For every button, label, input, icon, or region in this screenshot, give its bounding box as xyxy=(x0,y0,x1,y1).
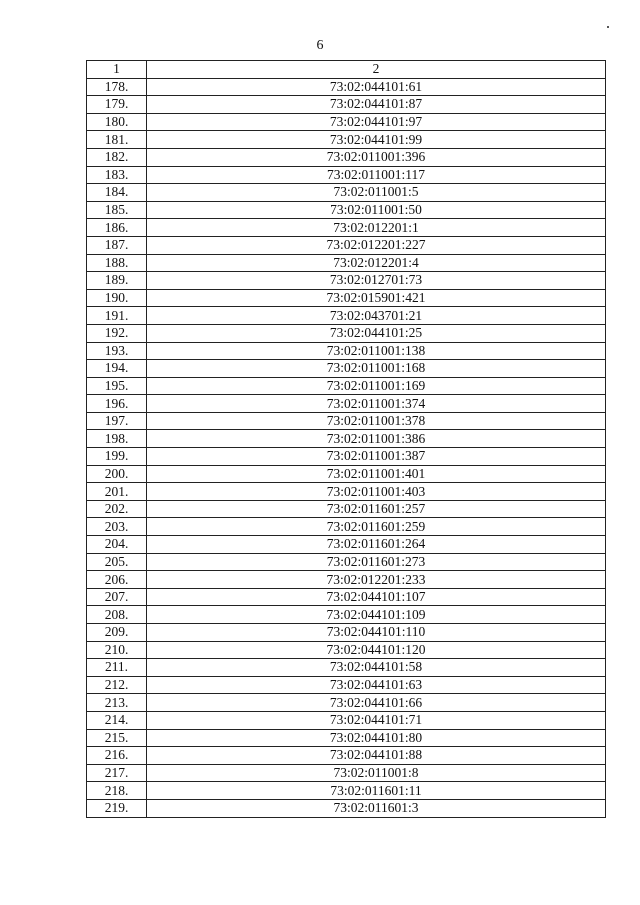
table-row xyxy=(87,78,606,96)
table-row xyxy=(87,131,606,149)
table-row xyxy=(87,201,606,219)
row-number-cell: 182. xyxy=(87,148,147,166)
row-number-cell: 202. xyxy=(87,500,147,518)
row-number-cell: 178. xyxy=(87,78,147,96)
table-row xyxy=(87,465,606,483)
cadastral-number-cell: 73:02:044101:61 xyxy=(147,78,606,96)
row-number-cell: 189. xyxy=(87,272,147,290)
row-number-cell: 204. xyxy=(87,536,147,554)
cadastral-number-cell: 73:02:044101:66 xyxy=(147,694,606,712)
cadastral-number-cell: 73:02:011601:11 xyxy=(147,782,606,800)
cadastral-number-cell: 73:02:044101:71 xyxy=(147,711,606,729)
row-number-cell: 218. xyxy=(87,782,147,800)
row-number-cell: 210. xyxy=(87,641,147,659)
table-row xyxy=(87,113,606,131)
row-number-cell: 191. xyxy=(87,307,147,325)
table-row xyxy=(87,624,606,642)
row-number-cell: 185. xyxy=(87,201,147,219)
table-row xyxy=(87,395,606,413)
row-number-cell: 213. xyxy=(87,694,147,712)
cadastral-number-cell: 73:02:044101:87 xyxy=(147,96,606,114)
cadastral-number-cell: 73:02:043701:21 xyxy=(147,307,606,325)
row-number-cell: 216. xyxy=(87,747,147,765)
table-row xyxy=(87,782,606,800)
table-row xyxy=(87,711,606,729)
table-row xyxy=(87,342,606,360)
table-header-row xyxy=(87,61,606,79)
row-number-cell: 181. xyxy=(87,131,147,149)
row-number-cell: 192. xyxy=(87,324,147,342)
cadastral-number-cell: 73:02:011001:378 xyxy=(147,412,606,430)
table-row xyxy=(87,799,606,817)
cadastral-number-cell: 73:02:011001:117 xyxy=(147,166,606,184)
cadastral-number-cell: 73:02:015901:421 xyxy=(147,289,606,307)
cadastral-number-cell: 73:02:011001:403 xyxy=(147,483,606,501)
row-number-cell: 184. xyxy=(87,184,147,202)
table-row xyxy=(87,184,606,202)
row-number-cell: 180. xyxy=(87,113,147,131)
cadastral-number-cell: 73:02:044101:63 xyxy=(147,676,606,694)
cadastral-number-cell: 73:02:011601:259 xyxy=(147,518,606,536)
table-row xyxy=(87,96,606,114)
table-row xyxy=(87,553,606,571)
cadastral-number-cell: 73:02:044101:88 xyxy=(147,747,606,765)
cadastral-number-cell: 73:02:011001:396 xyxy=(147,148,606,166)
table-row xyxy=(87,729,606,747)
table-row xyxy=(87,377,606,395)
cadastral-number-cell: 73:02:011001:386 xyxy=(147,430,606,448)
table-row xyxy=(87,272,606,290)
table-row xyxy=(87,747,606,765)
cadastral-number-cell: 73:02:044101:110 xyxy=(147,624,606,642)
column-header-2: 2 xyxy=(147,61,606,79)
cadastral-number-cell: 73:02:044101:99 xyxy=(147,131,606,149)
row-number-cell: 207. xyxy=(87,588,147,606)
row-number-cell: 217. xyxy=(87,764,147,782)
cadastral-number-cell: 73:02:011601:264 xyxy=(147,536,606,554)
table-row xyxy=(87,588,606,606)
cadastral-number-cell: 73:02:012201:227 xyxy=(147,236,606,254)
cadastral-number-cell: 73:02:011601:273 xyxy=(147,553,606,571)
table-row xyxy=(87,430,606,448)
row-number-cell: 195. xyxy=(87,377,147,395)
row-number-cell: 198. xyxy=(87,430,147,448)
row-number-cell: 197. xyxy=(87,412,147,430)
table-row xyxy=(87,254,606,272)
table-row xyxy=(87,324,606,342)
cadastral-number-cell: 73:02:011001:169 xyxy=(147,377,606,395)
cadastral-number-cell: 73:02:012201:4 xyxy=(147,254,606,272)
row-number-cell: 187. xyxy=(87,236,147,254)
table-row xyxy=(87,236,606,254)
cadastral-number-cell: 73:02:044101:97 xyxy=(147,113,606,131)
cadastral-number-cell: 73:02:011601:257 xyxy=(147,500,606,518)
cadastral-number-cell: 73:02:044101:109 xyxy=(147,606,606,624)
cadastral-number-cell: 73:02:011001:8 xyxy=(147,764,606,782)
row-number-cell: 200. xyxy=(87,465,147,483)
table-body xyxy=(87,78,606,817)
cadastral-number-cell: 73:02:011001:138 xyxy=(147,342,606,360)
row-number-cell: 193. xyxy=(87,342,147,360)
row-number-cell: 188. xyxy=(87,254,147,272)
row-number-cell: 209. xyxy=(87,624,147,642)
row-number-cell: 206. xyxy=(87,571,147,589)
cadastral-number-cell: 73:02:012201:233 xyxy=(147,571,606,589)
cadastral-number-cell: 73:02:011001:387 xyxy=(147,448,606,466)
cadastral-number-cell: 73:02:044101:107 xyxy=(147,588,606,606)
row-number-cell: 205. xyxy=(87,553,147,571)
row-number-cell: 203. xyxy=(87,518,147,536)
row-number-cell: 211. xyxy=(87,659,147,677)
table-row xyxy=(87,571,606,589)
cadastral-number-cell: 73:02:044101:80 xyxy=(147,729,606,747)
cadastral-number-cell: 73:02:044101:25 xyxy=(147,324,606,342)
cadastral-number-cell: 73:02:011001:374 xyxy=(147,395,606,413)
cadastral-number-cell: 73:02:011001:5 xyxy=(147,184,606,202)
cadastral-number-cell: 73:02:011601:3 xyxy=(147,799,606,817)
cadastral-number-table xyxy=(86,60,606,818)
table-row xyxy=(87,694,606,712)
cadastral-number-cell: 73:02:011001:401 xyxy=(147,465,606,483)
table-row xyxy=(87,448,606,466)
cadastral-number-cell: 73:02:011001:50 xyxy=(147,201,606,219)
table-row xyxy=(87,360,606,378)
row-number-cell: 190. xyxy=(87,289,147,307)
table-row xyxy=(87,536,606,554)
stray-dot-mark xyxy=(607,26,609,28)
cadastral-number-cell: 73:02:044101:120 xyxy=(147,641,606,659)
table-row xyxy=(87,219,606,237)
row-number-cell: 194. xyxy=(87,360,147,378)
table-row xyxy=(87,412,606,430)
table-row xyxy=(87,483,606,501)
table-row xyxy=(87,606,606,624)
column-header-1: 1 xyxy=(87,61,147,79)
cadastral-number-cell: 73:02:011001:168 xyxy=(147,360,606,378)
cadastral-number-cell: 73:02:044101:58 xyxy=(147,659,606,677)
cadastral-number-cell: 73:02:012701:73 xyxy=(147,272,606,290)
table-row xyxy=(87,307,606,325)
row-number-cell: 179. xyxy=(87,96,147,114)
table-row xyxy=(87,676,606,694)
table-row xyxy=(87,641,606,659)
table-row xyxy=(87,500,606,518)
row-number-cell: 214. xyxy=(87,711,147,729)
table-row xyxy=(87,289,606,307)
row-number-cell: 219. xyxy=(87,799,147,817)
row-number-cell: 196. xyxy=(87,395,147,413)
table-row xyxy=(87,659,606,677)
cadastral-number-cell: 73:02:012201:1 xyxy=(147,219,606,237)
page-number: 6 xyxy=(316,38,324,53)
table-row xyxy=(87,764,606,782)
row-number-cell: 199. xyxy=(87,448,147,466)
table-row xyxy=(87,518,606,536)
row-number-cell: 208. xyxy=(87,606,147,624)
table-row xyxy=(87,166,606,184)
row-number-cell: 201. xyxy=(87,483,147,501)
row-number-cell: 215. xyxy=(87,729,147,747)
row-number-cell: 212. xyxy=(87,676,147,694)
row-number-cell: 183. xyxy=(87,166,147,184)
table-row xyxy=(87,148,606,166)
row-number-cell: 186. xyxy=(87,219,147,237)
